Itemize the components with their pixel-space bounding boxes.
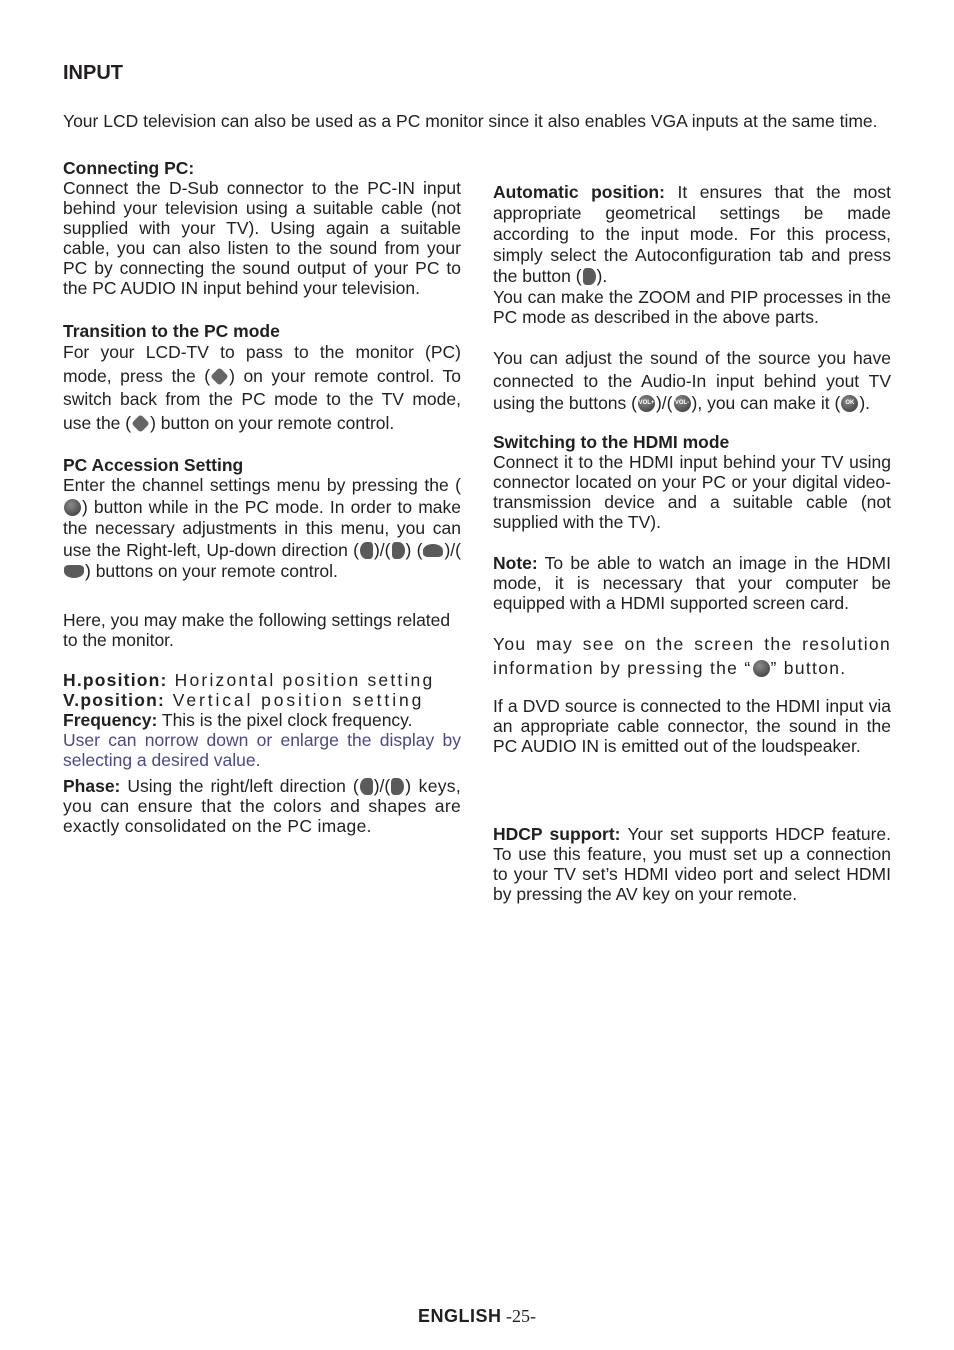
- volume-up-icon: VOL+: [638, 395, 655, 412]
- transition-text-1: For your LCD-TV to pass to the monitor (PC) mode, press the (: [63, 342, 461, 386]
- automatic-position-text: It ensures that the most appropriate geometrical settings be made according to the input mode. For this process, simply select the Autoconfiguration tab and press the button (: [493, 182, 892, 286]
- info-button-icon: [753, 660, 770, 677]
- automatic-position-label: Automatic position:: [493, 182, 665, 202]
- phase-text-1: Using the right/left direction (: [120, 776, 359, 796]
- hdmi-section: [493, 432, 891, 532]
- note-text: To be able to watch an image in the HDMI mode, it is necessary that your computer be equipped with a HDMI supported screen card.: [493, 553, 891, 613]
- accession-text-1: Enter the channel settings menu by pressing the (: [63, 475, 461, 495]
- note-paragraph: [493, 553, 891, 613]
- tv-source-icon: [131, 414, 149, 432]
- sound-text-1: You can adjust the sound of the source you have connected to the Audio-In input behind yout TV using the buttons (: [493, 348, 891, 413]
- resolution-text-1: You may see on the screen the resolution information by pressing the “: [493, 634, 891, 678]
- connecting-pc-text: Connect the D-Sub connector to the PC-IN input behind your television using a suitable cable (not supplied with your TV). Using again a suitable cable, you can also listen to the sound from your PC by connecting the sound output of your PC to the PC AUDIO IN input behind your television.: [63, 178, 461, 298]
- frequency-label: Frequency:: [63, 710, 158, 730]
- resolution-text-2: ” button.: [770, 658, 847, 678]
- hdcp-text: Your set supports HDCP feature. To use this feature, you must set up a connection to your TV set’s HDMI video port and select HDMI by pressing the AV key on your remote.: [493, 824, 892, 904]
- ok-button-icon: OK: [841, 395, 858, 412]
- hpos-text: Horizontal position setting: [167, 670, 435, 690]
- transition-section: [63, 321, 461, 435]
- transition-text-3: ) button on your remote control.: [150, 412, 395, 433]
- resolution-paragraph: [493, 632, 891, 680]
- pc-source-icon: [210, 367, 228, 385]
- up-arrow-icon: [423, 544, 443, 557]
- hdmi-text: Connect it to the HDMI input behind your TV using connector located on your PC or your digital video-transmission device and a suitable cable (not supplied with the TV).: [493, 452, 891, 532]
- separator: ) (: [405, 539, 423, 560]
- right-arrow-icon: [392, 542, 405, 559]
- dvd-paragraph: If a DVD source is connected to the HDMI input via an appropriate cable connector, the sound in the PC AUDIO IN is emitted out of the loudspeaker.: [493, 696, 891, 756]
- phase-paragraph: [63, 776, 461, 836]
- zoom-paragraph: You can make the ZOOM and PIP processes in the PC mode as described in the above parts.: [493, 287, 891, 327]
- sound-text-2: ), you can make it (: [691, 393, 841, 413]
- frequency-text: This is the pixel clock frequency.: [157, 710, 413, 730]
- page-title: INPUT: [63, 62, 123, 84]
- automatic-position-end: ).: [596, 266, 608, 286]
- here-paragraph: Here, you may make the following settings related to the monitor.: [63, 610, 451, 650]
- hpos-label: H.position:: [63, 670, 168, 690]
- phase-label: Phase:: [63, 776, 121, 796]
- vpos-text: Vertical position setting: [165, 690, 425, 710]
- right-arrow-icon: [583, 268, 596, 285]
- separator: )/(: [373, 776, 391, 796]
- page-number: -25-: [501, 1306, 536, 1326]
- right-arrow-icon: [391, 778, 404, 795]
- hdcp-label: HDCP support:: [493, 824, 621, 844]
- hdcp-paragraph: [493, 824, 891, 904]
- pc-accession-section: [63, 455, 461, 583]
- automatic-position-paragraph: [493, 182, 891, 287]
- menu-button-icon: [64, 499, 81, 516]
- left-arrow-icon: [360, 778, 373, 795]
- note-label: Note:: [493, 553, 538, 573]
- transition-text-2: ) on your remote control. To switch back from the PC mode to the TV mode, use the (: [63, 365, 461, 433]
- accession-text-3: ) buttons on your remote control.: [85, 561, 338, 581]
- phase-text-2: ) keys, you can ensure that the colors and shapes are exactly consolidated on the PC image.: [63, 776, 461, 836]
- sound-paragraph: [493, 347, 891, 415]
- footer-language: ENGLISH: [417, 1306, 502, 1326]
- transition-heading: Transition to the PC mode: [63, 321, 280, 341]
- frequency-note: User can norrow down or enlarge the display by selecting a desired value.: [63, 730, 461, 770]
- vpos-label: V.position:: [63, 690, 165, 710]
- connecting-pc-section: [63, 158, 461, 298]
- page-footer: [0, 1306, 954, 1327]
- volume-down-icon: VOL-: [674, 395, 691, 412]
- connecting-pc-heading: Connecting PC:: [63, 158, 195, 178]
- separator: )/(: [655, 393, 673, 413]
- intro-paragraph: Your LCD television can also be used as a PC monitor since it also enables VGA inputs at the same time.: [63, 111, 878, 131]
- settings-list: [63, 670, 461, 770]
- separator: )/(: [444, 539, 461, 560]
- down-arrow-icon: [64, 565, 84, 578]
- pc-accession-heading: PC Accession Setting: [63, 455, 244, 475]
- sound-text-3: ).: [859, 393, 871, 413]
- accession-text-2: ) button while in the PC mode. In order to make the necessary adjustments in this menu, you can use the Right-left, Up-down direction (: [63, 496, 461, 560]
- hdmi-heading: Switching to the HDMI mode: [493, 432, 730, 452]
- separator: )/(: [373, 539, 391, 560]
- left-arrow-icon: [360, 542, 373, 559]
